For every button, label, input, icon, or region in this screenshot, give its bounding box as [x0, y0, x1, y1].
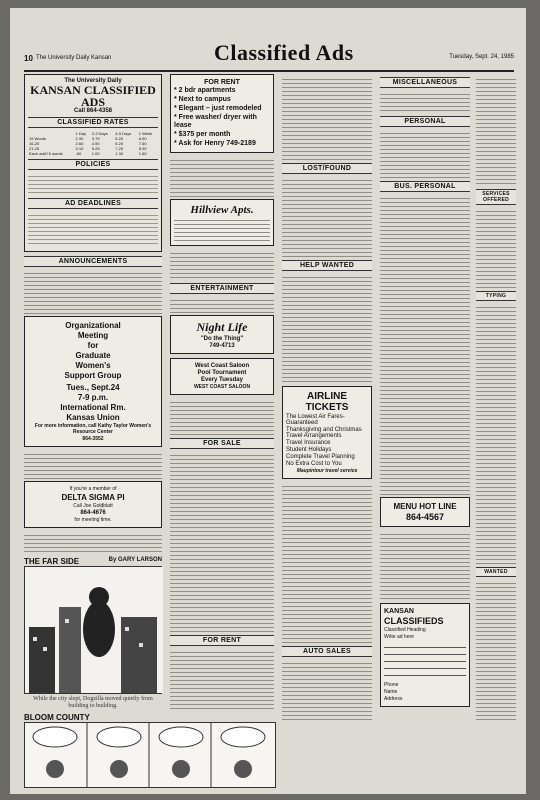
- for-sale-heading: FOR SALE: [170, 438, 274, 449]
- rates-heading: KANSAN CLASSIFIED ADS: [30, 83, 156, 109]
- far-side-caption: While the city slept, Dogzilla moved quietly from building to building.: [33, 696, 153, 709]
- bloom-title: BLOOM COUNTY: [24, 713, 90, 722]
- rates-table-title: CLASSIFIED RATES: [28, 117, 158, 128]
- rates-line1: The University Daily: [64, 78, 122, 84]
- services-heading: SERVICES OFFERED: [476, 189, 516, 205]
- airline-tickets-ad: AIRLINE TICKETS The Lowest Air Fares-Guaranteed Thanksgiving and Christmas Travel Arrangements Travel Insurance Student Holidays Complete Travel Planning No Extra Cost to You Maupintour travel service: [282, 386, 372, 479]
- typing-heading: TYPING: [476, 291, 516, 301]
- paper-name: The University Daily Kansan: [36, 55, 112, 61]
- help-wanted-heading: HELP WANTED: [282, 260, 372, 271]
- far-side-author: By GARY LARSON: [108, 557, 162, 563]
- page-header: [24, 26, 514, 72]
- wanted-heading: WANTED: [476, 567, 516, 577]
- entertainment-heading: ENTERTAINMENT: [170, 283, 274, 294]
- column-5: [476, 74, 516, 722]
- column-2: [170, 74, 274, 711]
- column-1: [24, 74, 162, 788]
- hillview-ad: Hillview Apts.: [170, 199, 274, 246]
- page-title: Classified Ads: [214, 40, 354, 65]
- org-meeting-ad: Organizational Meeting for Graduate Women's Support Group Tues., Sept.24 7-9 p.m. International Rm. Kansas Union For more information, call Kathy Taylor Women's Resource Center 864-3552: [24, 316, 162, 447]
- auto-sales-heading: AUTO SALES: [282, 646, 372, 657]
- newspaper-page: [10, 8, 526, 794]
- rates-phone: Call 864-4358: [73, 108, 113, 114]
- column-3: [282, 74, 372, 722]
- issue-date: Tuesday, Sept. 24, 1985: [449, 54, 514, 60]
- misc-heading: MISCELLANEOUS: [380, 77, 470, 88]
- for-rent-heading: FOR RENT: [170, 635, 274, 646]
- bus-personal-heading: BUS. PERSONAL: [380, 181, 470, 192]
- bloom-county-strip: [24, 722, 276, 788]
- deadlines-title: AD DEADLINES: [28, 198, 158, 209]
- delta-sigma-ad: If you're a member of DELTA SIGMA PI Call Joe Goldblatt 864-4676 for meeting time.: [24, 481, 162, 528]
- announcements-heading: ANNOUNCEMENTS: [24, 256, 162, 267]
- far-side-cartoon: [24, 566, 162, 694]
- for-rent-ad: FOR RENT * 2 bdr apartments * Next to campus * Elegant – just remodeled * Free washer/ dryer with lease * $375 per month * Ask for Henry 749-2189: [170, 74, 274, 153]
- page-number: 10: [24, 54, 33, 63]
- column-4: [380, 74, 470, 711]
- far-side-title: THE FAR SIDE: [24, 557, 80, 566]
- policies-title: POLICIES: [28, 159, 158, 170]
- saloon-ad: West Coast Saloon Pool Tournament Every Tuesday WEST COAST SALOON: [170, 358, 274, 395]
- rates-table: 1 Day 2-3 Days 4-5 Days 1 Week 15 Words 2.30 3.75 5.20 6.50 16-20 2.60 4.50 6.20 7.60 21-25 3.10 5.25 7.20 8.90 Each add'l 5 words .60 1.00 1.30 1.60: [29, 131, 153, 156]
- classified-form[interactable]: KANSAN CLASSIFIEDS Classified Heading Write ad here Phone Name Address: [380, 603, 470, 707]
- personal-heading: PERSONAL: [380, 116, 470, 127]
- rates-box: [24, 74, 162, 252]
- menu-hotline-ad: MENU HOT LINE 864-4567: [380, 497, 470, 527]
- lost-found-heading: LOST/FOUND: [282, 163, 372, 174]
- city-dog-drawing: [25, 567, 163, 693]
- nightlife-ad: Night Life "Do the Thing" 749-4713: [170, 315, 274, 354]
